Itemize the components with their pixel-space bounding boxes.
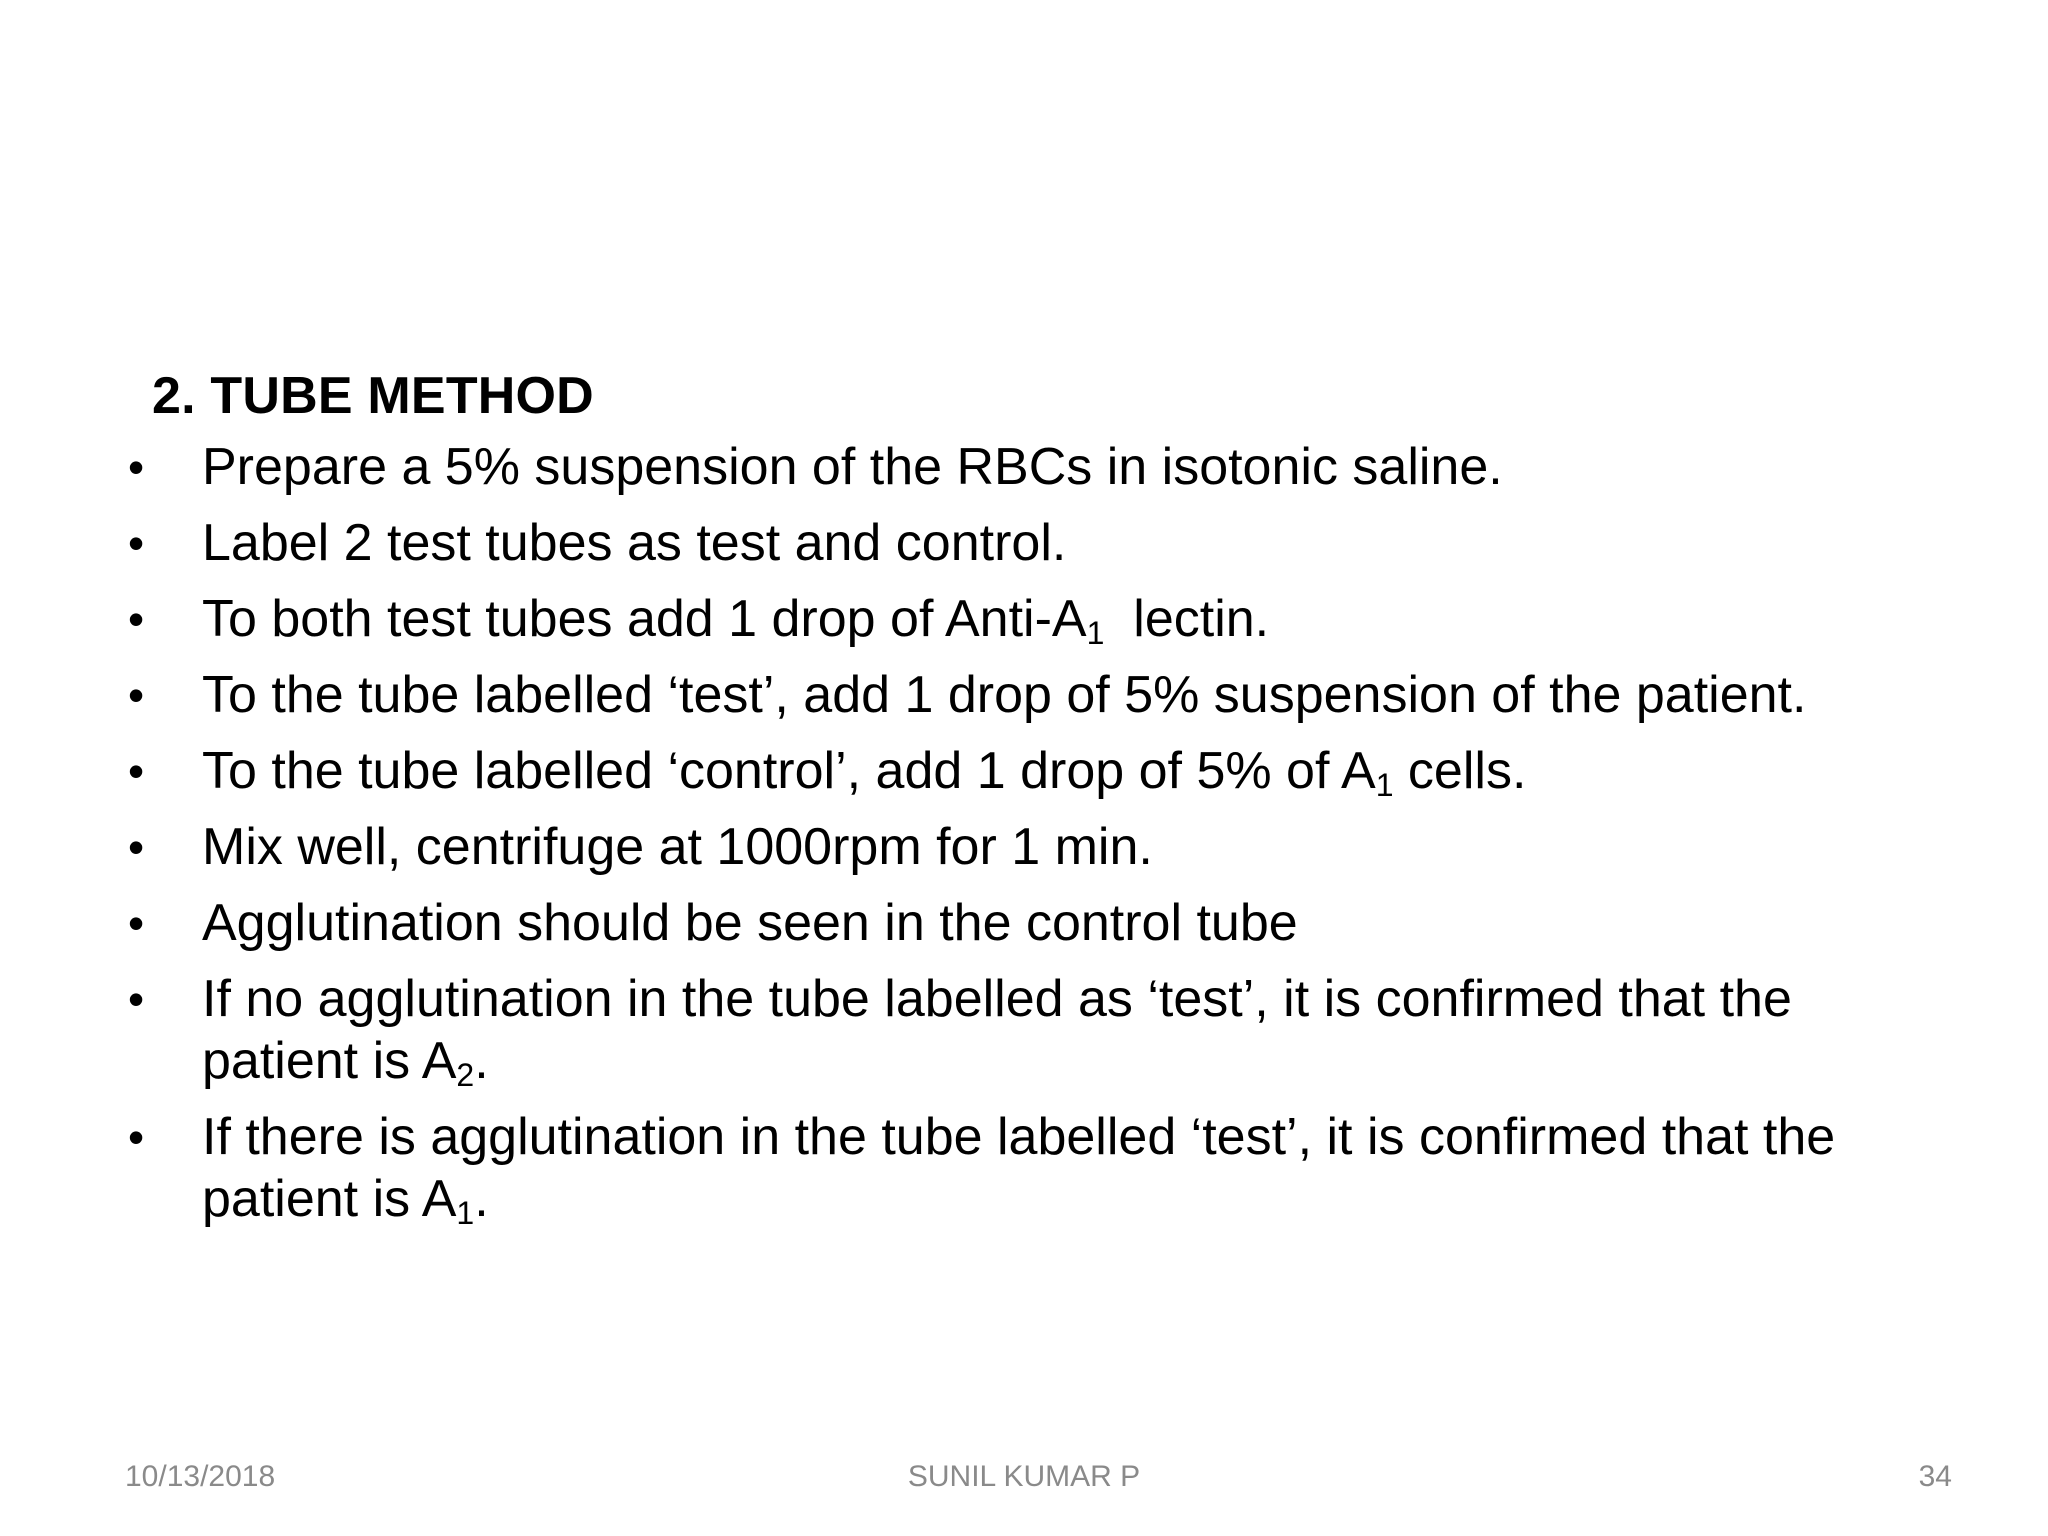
subscript: 2 xyxy=(456,1057,475,1093)
bullet-item-5 xyxy=(120,740,1960,802)
bullet-item-2 xyxy=(120,512,1960,574)
bullet-list xyxy=(120,436,1960,1230)
section-heading: 2. TUBE METHOD xyxy=(152,367,594,425)
bullet-icon: • xyxy=(128,973,145,1025)
bullet-text: If there is agglutination in the tube labelled ‘test’, it is confirmed that the patient is A xyxy=(202,1108,1836,1228)
bullet-text: Prepare a 5% suspension of the RBCs in isotonic saline. xyxy=(202,438,1503,496)
bullet-icon: • xyxy=(128,745,145,797)
bullet-icon: • xyxy=(128,517,145,569)
bullet-text: Agglutination should be seen in the control tube xyxy=(202,894,1298,952)
bullet-item-3 xyxy=(120,588,1960,650)
footer-page-number: 34 xyxy=(1918,1460,1952,1493)
bullet-item-8 xyxy=(120,968,1960,1092)
bullet-text-tail: cells. xyxy=(1393,742,1527,800)
subscript: 1 xyxy=(456,1195,475,1231)
bullet-text: Mix well, centrifuge at 1000rpm for 1 min. xyxy=(202,818,1153,876)
bullet-item-1 xyxy=(120,436,1960,498)
bullet-icon: • xyxy=(128,593,145,645)
bullet-icon: • xyxy=(128,897,145,949)
bullet-text: To the tube labelled ‘control’, add 1 drop of 5% of A xyxy=(202,742,1376,800)
slide-content xyxy=(120,362,1960,1244)
bullet-icon: • xyxy=(128,1111,145,1163)
footer-date: 10/13/2018 xyxy=(125,1460,276,1493)
bullet-item-6 xyxy=(120,816,1960,878)
bullet-icon: • xyxy=(128,669,145,721)
bullet-icon: • xyxy=(128,821,145,873)
bullet-text: To the tube labelled ‘test’, add 1 drop of 5% suspension of the patient. xyxy=(202,666,1807,724)
subscript: 1 xyxy=(1086,615,1105,651)
bullet-icon: • xyxy=(128,441,145,493)
bullet-item-9 xyxy=(120,1106,1960,1230)
bullet-text: Label 2 test tubes as test and control. xyxy=(202,514,1067,572)
bullet-text-tail: lectin. xyxy=(1104,590,1270,648)
bullet-text: To both test tubes add 1 drop of Anti-A xyxy=(202,590,1087,648)
footer-author: SUNIL KUMAR P xyxy=(907,1460,1141,1493)
bullet-text-tail: . xyxy=(474,1170,489,1228)
bullet-item-7 xyxy=(120,892,1960,954)
bullet-text-tail: . xyxy=(474,1032,489,1090)
subscript: 1 xyxy=(1375,767,1394,803)
bullet-item-4 xyxy=(120,664,1960,726)
bullet-text: If no agglutination in the tube labelled as ‘test’, it is confirmed that the patient is A xyxy=(202,970,1792,1090)
